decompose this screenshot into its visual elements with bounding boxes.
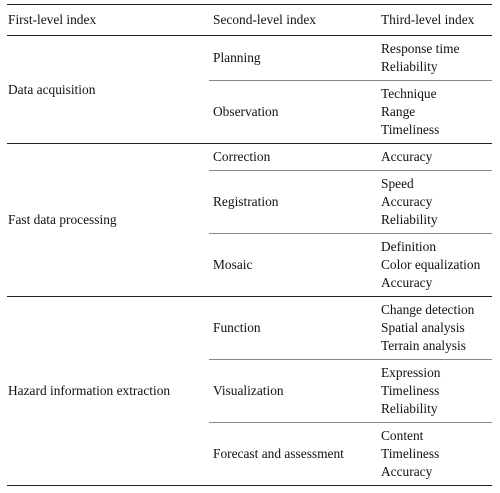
- third-level-list: [381, 423, 492, 485]
- third-level-cell: [377, 144, 492, 171]
- second-level-cell: Forecast and assessment: [209, 423, 377, 486]
- second-level-cell: Correction: [209, 144, 377, 171]
- third-level-cell: [377, 297, 492, 360]
- third-level-item: Accuracy: [381, 149, 433, 164]
- third-level-item: Reliability: [381, 401, 438, 416]
- third-level-cell: [377, 36, 492, 81]
- second-level-cell: Mosaic: [209, 234, 377, 297]
- third-level-item: Terrain analysis: [381, 338, 466, 353]
- header-first-level: First-level index: [7, 5, 209, 36]
- header-second-level: Second-level index: [209, 5, 377, 36]
- index-table: [7, 4, 492, 486]
- third-level-item: Response time: [381, 41, 460, 56]
- third-level-item: Timeliness: [381, 122, 440, 137]
- header-third-level: Third-level index: [377, 5, 492, 36]
- third-level-item: Color equalization: [381, 257, 481, 272]
- table-row: [7, 297, 492, 360]
- table-row: [7, 36, 492, 81]
- third-level-item: Content: [381, 428, 424, 443]
- first-level-cell: Data acquisition: [7, 36, 209, 144]
- second-level-cell: Planning: [209, 36, 377, 81]
- second-level-cell: Registration: [209, 171, 377, 234]
- third-level-item: Speed: [381, 176, 414, 191]
- third-level-item: Spatial analysis: [381, 320, 465, 335]
- third-level-item: Definition: [381, 239, 437, 254]
- third-level-item: Reliability: [381, 212, 438, 227]
- first-level-cell: Fast data processing: [7, 144, 209, 297]
- third-level-item: Accuracy: [381, 464, 433, 479]
- third-level-cell: [377, 81, 492, 144]
- second-level-cell: Visualization: [209, 360, 377, 423]
- third-level-item: Timeliness: [381, 383, 440, 398]
- table-row: [7, 144, 492, 171]
- third-level-item: Expression: [381, 365, 441, 380]
- third-level-cell: [377, 234, 492, 297]
- second-level-cell: Function: [209, 297, 377, 360]
- header-row: [7, 5, 492, 36]
- third-level-list: [381, 171, 492, 233]
- third-level-list: [381, 234, 492, 296]
- third-level-list: [381, 360, 492, 422]
- second-level-cell: Observation: [209, 81, 377, 144]
- third-level-item: Accuracy: [381, 275, 433, 290]
- third-level-list: [381, 36, 492, 80]
- third-level-list: [381, 297, 492, 359]
- third-level-item: Timeliness: [381, 446, 440, 461]
- first-level-cell: Hazard information extraction: [7, 297, 209, 486]
- third-level-cell: [377, 360, 492, 423]
- third-level-item: Change detection: [381, 302, 475, 317]
- third-level-list: [381, 81, 492, 143]
- third-level-item: Technique: [381, 86, 437, 101]
- third-level-cell: [377, 171, 492, 234]
- table-body: [7, 36, 492, 486]
- third-level-item: Range: [381, 104, 416, 119]
- third-level-item: Reliability: [381, 59, 438, 74]
- third-level-item: Accuracy: [381, 194, 433, 209]
- third-level-list: [381, 144, 492, 170]
- third-level-cell: [377, 423, 492, 486]
